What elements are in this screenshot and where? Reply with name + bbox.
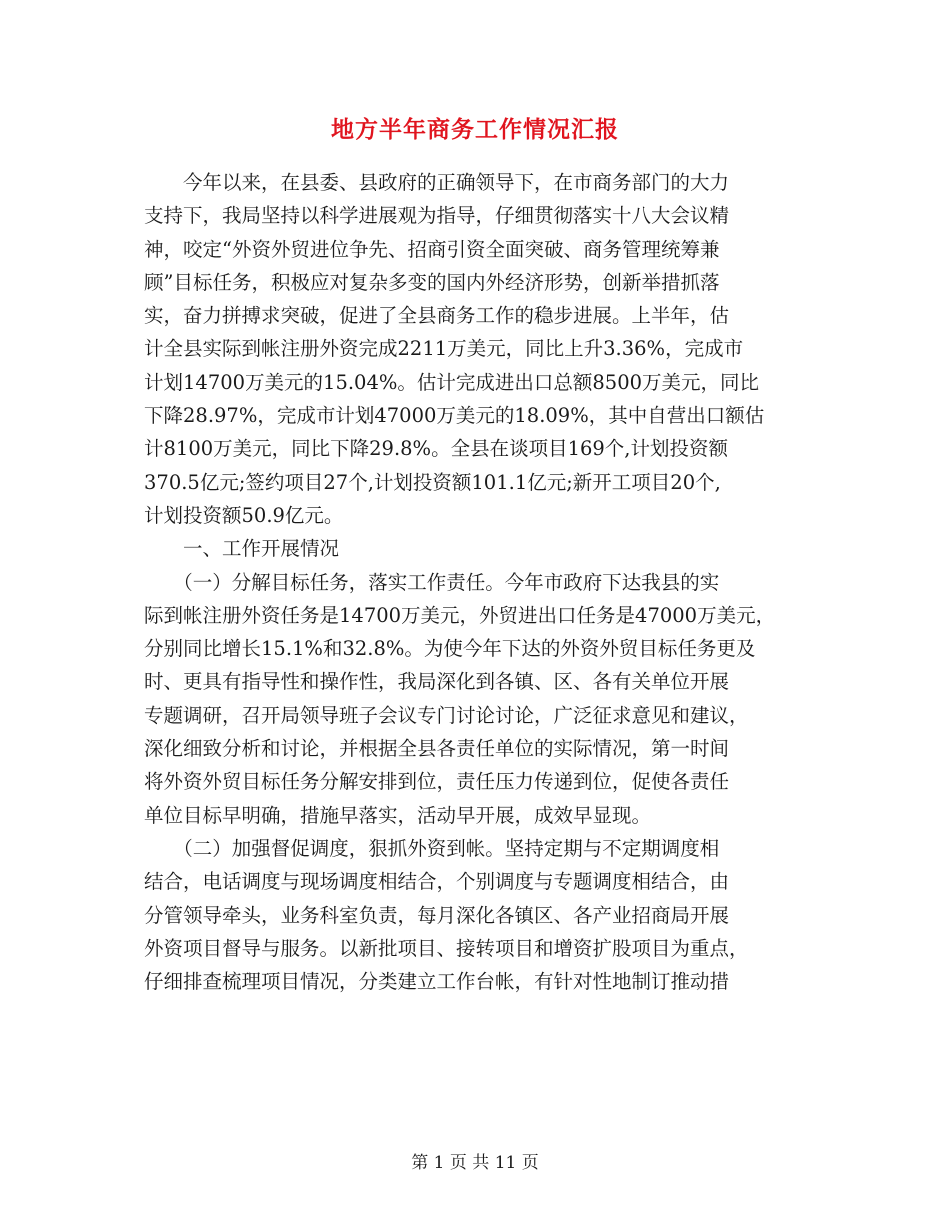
text-line: 分管领导牵头，业务科室负责，每月深化各镇区、各产业招商局开展	[144, 903, 730, 927]
text-line: 下降28.97%，完成市计划47000万美元的18.09%，其中自营出口额估	[144, 404, 765, 428]
text-line: 计划投资额50.9亿元。	[144, 503, 344, 527]
page-number-footer: 第 1 页 共 11 页	[411, 1153, 539, 1173]
text-line: 计划14700万美元的15.04%。估计完成进出口总额8500万美元，同比	[144, 370, 760, 394]
text-line: 专题调研，召开局领导班子会议专门讨论讨论，广泛征求意见和建议，	[144, 703, 749, 727]
text-line: 时、更具有指导性和操作性，我局深化到各镇、区、各有关单位开展	[144, 670, 730, 694]
text-line: 实，奋力拼搏求突破，促进了全县商务工作的稳步进展。上半年，估	[144, 304, 730, 328]
text-line: 外资项目督导与服务。以新批项目、接转项目和增资扩股项目为重点，	[144, 936, 749, 960]
text-line: 支持下，我局坚持以科学进展观为指导，仔细贯彻落实十八大会议精	[144, 204, 730, 228]
text-line: 单位目标早明确，措施早落实，活动早开展，成效早显现。	[144, 803, 652, 827]
text-line: 今年以来，在县委、县政府的正确领导下，在市商务部门的大力	[144, 171, 730, 194]
text-line: （一）分解目标任务，落实工作责任。今年市政府下达我县的实	[144, 570, 720, 594]
section-heading: 一、工作开展情况	[144, 537, 340, 561]
intro-paragraph	[144, 166, 824, 998]
text-line: 计全县实际到帐注册外资完成2211万美元，同比上升3.36%，完成市	[144, 337, 744, 361]
text-line: 370.5亿元;签约项目27个,计划投资额101.1亿元;新开工项目20个,	[144, 470, 721, 494]
text-line: 际到帐注册外资任务是14700万美元，外贸进出口任务是47000万美元，	[144, 603, 776, 627]
document-title: 地方半年商务工作情况汇报	[331, 116, 619, 143]
text-line: （二）加强督促调度，狠抓外资到帐。坚持定期与不定期调度相	[144, 836, 720, 860]
text-line: 神，咬定“外资外贸进位争先、招商引资全面突破、商务管理统筹兼	[144, 237, 720, 261]
text-line: 计8100万美元，同比下降29.8%。全县在谈项目169个,计划投资额	[144, 437, 728, 461]
text-line: 将外资外贸目标任务分解安排到位，责任压力传递到位，促使各责任	[144, 770, 730, 794]
text-line: 结合，电话调度与现场调度相结合，个别调度与专题调度相结合，由	[144, 870, 730, 894]
text-line: 仔细排查梳理项目情况，分类建立工作台帐，有针对性地制订推动措	[144, 970, 730, 994]
text-line: 深化细致分析和讨论，并根据全县各责任单位的实际情况，第一时间	[144, 737, 730, 761]
text-line: 分别同比增长15.1%和32.8%。为使今年下达的外资外贸目标任务更及	[144, 637, 756, 661]
text-line: 顾”目标任务，积极应对复杂多变的国内外经济形势，创新举措抓落	[144, 270, 720, 294]
